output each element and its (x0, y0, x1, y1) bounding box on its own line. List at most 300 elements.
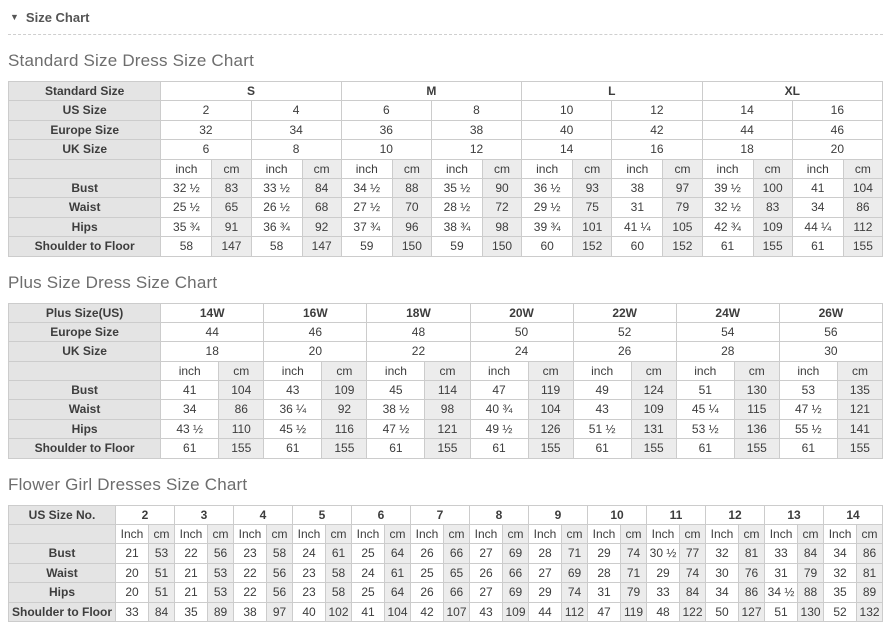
measure-inch-cell: 34 ½ (341, 178, 392, 197)
measure-inch-cell: 38 ½ (367, 400, 425, 419)
size-value-cell: 26 (573, 342, 676, 361)
measure-cm-cell: 83 (212, 178, 251, 197)
section-title: Flower Girl Dresses Size Chart (8, 474, 248, 494)
measure-cm-cell: 74 (562, 583, 588, 602)
measure-inch-cell: 61 (676, 439, 734, 458)
unit-inch-cell: inch (702, 159, 753, 178)
unit-inch-cell: Inch (529, 525, 562, 544)
size-group-cell: 24W (676, 303, 779, 322)
unit-cm-cell: cm (739, 525, 765, 544)
measure-cm-cell: 83 (753, 198, 792, 217)
unit-inch-cell: inch (792, 159, 843, 178)
unit-inch-cell: Inch (175, 525, 208, 544)
measure-cm-cell: 89 (857, 583, 883, 602)
unit-cm-cell: cm (663, 159, 702, 178)
size-group-cell: 7 (411, 505, 470, 524)
size-group-cell: 2 (116, 505, 175, 524)
unit-cm-cell: cm (322, 361, 367, 380)
size-value-cell: 28 (676, 342, 779, 361)
measurement-row (9, 381, 883, 400)
measure-cm-cell: 64 (385, 583, 411, 602)
measure-inch-cell: 26 (411, 583, 444, 602)
size-chart-sections (8, 51, 883, 622)
size-conversion-row (9, 101, 883, 120)
measure-inch-cell: 40 ¾ (470, 400, 528, 419)
measurement-row (9, 400, 883, 419)
measure-cm-cell: 53 (208, 563, 234, 582)
measure-cm-cell: 136 (734, 419, 779, 438)
measure-cm-cell: 127 (739, 602, 765, 621)
measure-cm-cell: 69 (562, 563, 588, 582)
measure-cm-cell: 104 (528, 400, 573, 419)
measure-inch-cell: 59 (341, 237, 392, 256)
measure-cm-cell: 70 (392, 198, 431, 217)
measure-inch-cell: 23 (293, 583, 326, 602)
measure-inch-cell: 21 (175, 563, 208, 582)
measure-inch-cell: 41 (352, 602, 385, 621)
row-label-cell: Waist (9, 198, 161, 217)
size-value-cell: 44 (702, 120, 792, 139)
unit-cm-cell: cm (219, 361, 264, 380)
measure-cm-cell: 155 (425, 439, 470, 458)
unit-cm-cell: cm (326, 525, 352, 544)
measure-cm-cell: 105 (663, 217, 702, 236)
size-value-cell: 14 (702, 101, 792, 120)
measure-inch-cell: 25 (352, 544, 385, 563)
size-conversion-row (9, 120, 883, 139)
measure-cm-cell: 66 (444, 544, 470, 563)
measure-cm-cell: 61 (385, 563, 411, 582)
measure-cm-cell: 115 (734, 400, 779, 419)
measure-cm-cell: 155 (219, 439, 264, 458)
unit-inch-cell: inch (522, 159, 573, 178)
measure-inch-cell: 45 ½ (264, 419, 322, 438)
measure-cm-cell: 53 (149, 544, 175, 563)
unit-header-row (9, 361, 883, 380)
unit-inch-cell: Inch (293, 525, 326, 544)
measure-inch-cell: 55 ½ (779, 419, 837, 438)
measure-cm-cell: 89 (208, 602, 234, 621)
measure-inch-cell: 35 (824, 583, 857, 602)
measure-inch-cell: 51 (676, 381, 734, 400)
row-label-cell: US Size (9, 101, 161, 120)
measure-inch-cell: 35 ½ (431, 178, 482, 197)
measure-cm-cell: 91 (212, 217, 251, 236)
unit-cm-cell: cm (573, 159, 612, 178)
measure-cm-cell: 79 (621, 583, 647, 602)
measure-cm-cell: 98 (425, 400, 470, 419)
measure-cm-cell: 86 (739, 583, 765, 602)
measure-inch-cell: 38 (612, 178, 663, 197)
size-group-cell: L (522, 82, 702, 101)
unit-inch-cell: inch (264, 361, 322, 380)
measure-cm-cell: 107 (444, 602, 470, 621)
size-conversion-row (9, 140, 883, 159)
measure-inch-cell: 48 (647, 602, 680, 621)
measure-cm-cell: 104 (385, 602, 411, 621)
measure-cm-cell: 79 (798, 563, 824, 582)
measure-cm-cell: 86 (219, 400, 264, 419)
measure-cm-cell: 97 (267, 602, 293, 621)
size-value-cell: 56 (779, 322, 882, 341)
unit-inch-cell: Inch (411, 525, 444, 544)
size-value-cell: 42 (612, 120, 702, 139)
measure-cm-cell: 74 (680, 563, 706, 582)
measure-cm-cell: 152 (663, 237, 702, 256)
measure-inch-cell: 27 (470, 583, 503, 602)
measure-inch-cell: 59 (431, 237, 482, 256)
unit-inch-cell: Inch (352, 525, 385, 544)
measure-inch-cell: 34 (824, 544, 857, 563)
measure-cm-cell: 150 (483, 237, 522, 256)
unit-header-row (9, 159, 883, 178)
size-group-header-row (9, 82, 883, 101)
size-value-cell: 22 (367, 342, 470, 361)
size-value-cell: 40 (522, 120, 612, 139)
unit-inch-cell: inch (779, 361, 837, 380)
size-group-cell: 16W (264, 303, 367, 322)
measure-cm-cell: 88 (798, 583, 824, 602)
measure-inch-cell: 43 (470, 602, 503, 621)
size-value-cell: 6 (341, 101, 431, 120)
measure-cm-cell: 121 (837, 400, 882, 419)
measure-cm-cell: 64 (385, 544, 411, 563)
measure-inch-cell: 32 (824, 563, 857, 582)
section-title: Standard Size Dress Size Chart (8, 51, 254, 70)
size-group-cell: 3 (175, 505, 234, 524)
unit-inch-cell: Inch (706, 525, 739, 544)
measure-inch-cell: 43 (264, 381, 322, 400)
measure-cm-cell: 51 (149, 563, 175, 582)
measure-inch-cell: 42 ¾ (702, 217, 753, 236)
measure-inch-cell: 21 (175, 583, 208, 602)
corner-label-cell: Plus Size(US) (9, 303, 161, 322)
measure-cm-cell: 97 (663, 178, 702, 197)
measure-cm-cell: 155 (734, 439, 779, 458)
unit-inch-cell: inch (470, 361, 528, 380)
measure-inch-cell: 51 ½ (573, 419, 631, 438)
size-value-cell: 32 (161, 120, 251, 139)
measure-inch-cell: 30 (706, 563, 739, 582)
measure-inch-cell: 61 (792, 237, 843, 256)
unit-cm-cell: cm (631, 361, 676, 380)
unit-cm-cell: cm (621, 525, 647, 544)
measurement-row (9, 544, 883, 563)
measure-cm-cell: 79 (663, 198, 702, 217)
measure-inch-cell: 32 ½ (702, 198, 753, 217)
measure-inch-cell: 26 (470, 563, 503, 582)
measure-inch-cell: 26 ½ (251, 198, 302, 217)
measure-cm-cell: 98 (483, 217, 522, 236)
measure-inch-cell: 24 (352, 563, 385, 582)
accordion-title: Size Chart (25, 10, 90, 25)
row-label-cell: Hips (9, 217, 161, 236)
row-label-cell: Bust (9, 381, 161, 400)
measure-inch-cell: 61 (161, 439, 219, 458)
row-label-cell: Shoulder to Floor (9, 237, 161, 256)
measure-inch-cell: 60 (522, 237, 573, 256)
measure-cm-cell: 155 (753, 237, 792, 256)
measure-inch-cell: 39 ½ (702, 178, 753, 197)
measure-cm-cell: 121 (425, 419, 470, 438)
measure-inch-cell: 34 (161, 400, 219, 419)
measure-cm-cell: 69 (503, 583, 529, 602)
measure-cm-cell: 155 (322, 439, 367, 458)
measure-cm-cell: 58 (326, 583, 352, 602)
size-group-cell: 14 (824, 505, 883, 524)
row-label-cell: Shoulder to Floor (9, 439, 161, 458)
row-label-cell: Europe Size (9, 322, 161, 341)
measure-inch-cell: 31 (765, 563, 798, 582)
size-value-cell: 46 (792, 120, 882, 139)
measure-inch-cell: 61 (264, 439, 322, 458)
measure-inch-cell: 36 ¾ (251, 217, 302, 236)
measure-cm-cell: 104 (219, 381, 264, 400)
flower-girl-table (8, 505, 883, 622)
measure-cm-cell: 126 (528, 419, 573, 438)
size-value-cell: 4 (251, 101, 341, 120)
unit-inch-cell: inch (573, 361, 631, 380)
size-conversion-row (9, 342, 883, 361)
unit-cm-cell: cm (503, 525, 529, 544)
size-value-cell: 10 (522, 101, 612, 120)
size-group-cell: 5 (293, 505, 352, 524)
measure-cm-cell: 77 (680, 544, 706, 563)
measure-inch-cell: 61 (779, 439, 837, 458)
measure-inch-cell: 29 (647, 563, 680, 582)
size-group-cell: S (161, 82, 341, 101)
measure-inch-cell: 34 (706, 583, 739, 602)
size-value-cell: 52 (573, 322, 676, 341)
measurement-row (9, 178, 883, 197)
measure-inch-cell: 40 (293, 602, 326, 621)
size-group-cell: 9 (529, 505, 588, 524)
measure-cm-cell: 65 (444, 563, 470, 582)
unit-cm-cell: cm (149, 525, 175, 544)
measure-inch-cell: 41 (792, 178, 843, 197)
row-label-cell: Hips (9, 419, 161, 438)
measure-cm-cell: 119 (528, 381, 573, 400)
measure-inch-cell: 29 (529, 583, 562, 602)
measure-cm-cell: 104 (843, 178, 882, 197)
measurement-row (9, 563, 883, 582)
unit-inch-cell: Inch (824, 525, 857, 544)
unit-inch-cell: Inch (647, 525, 680, 544)
unit-cm-cell: cm (753, 159, 792, 178)
measure-inch-cell: 44 ¼ (792, 217, 843, 236)
measure-inch-cell: 36 ½ (522, 178, 573, 197)
measure-inch-cell: 29 (588, 544, 621, 563)
measure-cm-cell: 112 (843, 217, 882, 236)
measure-cm-cell: 56 (267, 583, 293, 602)
size-value-cell: 20 (792, 140, 882, 159)
measure-cm-cell: 92 (322, 400, 367, 419)
measure-cm-cell: 155 (528, 439, 573, 458)
unit-cm-cell: cm (392, 159, 431, 178)
measure-inch-cell: 34 (792, 198, 843, 217)
corner-label-cell: US Size No. (9, 505, 116, 524)
measure-inch-cell: 35 (175, 602, 208, 621)
measure-inch-cell: 37 ¾ (341, 217, 392, 236)
measure-cm-cell: 71 (621, 563, 647, 582)
size-group-cell: 22W (573, 303, 676, 322)
measure-cm-cell: 147 (212, 237, 251, 256)
measure-inch-cell: 31 (612, 198, 663, 217)
measure-cm-cell: 122 (680, 602, 706, 621)
unit-inch-cell: Inch (470, 525, 503, 544)
measure-cm-cell: 74 (621, 544, 647, 563)
measure-inch-cell: 47 ½ (367, 419, 425, 438)
unit-cm-cell: cm (798, 525, 824, 544)
measure-cm-cell: 58 (267, 544, 293, 563)
unit-inch-cell: inch (341, 159, 392, 178)
size-group-cell: 13 (765, 505, 824, 524)
size-value-cell: 6 (161, 140, 251, 159)
measure-cm-cell: 150 (392, 237, 431, 256)
measure-cm-cell: 76 (739, 563, 765, 582)
row-label-cell: UK Size (9, 140, 161, 159)
size-group-cell: 10 (588, 505, 647, 524)
measure-cm-cell: 92 (302, 217, 341, 236)
measure-inch-cell: 22 (175, 544, 208, 563)
plus-size-table (8, 303, 883, 459)
measurement-row (9, 419, 883, 438)
row-label-cell: UK Size (9, 342, 161, 361)
size-value-cell: 8 (431, 101, 521, 120)
unit-cm-cell: cm (562, 525, 588, 544)
measure-inch-cell: 51 (765, 602, 798, 621)
size-value-cell: 18 (702, 140, 792, 159)
size-value-cell: 24 (470, 342, 573, 361)
unit-cm-cell: cm (212, 159, 251, 178)
unit-cm-cell: cm (444, 525, 470, 544)
unit-inch-cell: inch (676, 361, 734, 380)
measure-inch-cell: 43 (573, 400, 631, 419)
unit-inch-cell: inch (431, 159, 482, 178)
measure-inch-cell: 58 (251, 237, 302, 256)
measure-inch-cell: 25 ½ (161, 198, 212, 217)
measurement-row (9, 602, 883, 621)
measure-inch-cell: 28 (588, 563, 621, 582)
measure-cm-cell: 102 (326, 602, 352, 621)
size-value-cell: 12 (612, 101, 702, 120)
size-value-cell: 44 (161, 322, 264, 341)
size-value-cell: 18 (161, 342, 264, 361)
measure-inch-cell: 61 (573, 439, 631, 458)
measure-cm-cell: 86 (857, 544, 883, 563)
measure-inch-cell: 20 (116, 563, 149, 582)
size-group-cell: 11 (647, 505, 706, 524)
measure-inch-cell: 24 (293, 544, 326, 563)
size-value-cell: 46 (264, 322, 367, 341)
unit-cm-cell: cm (208, 525, 234, 544)
measure-cm-cell: 90 (483, 178, 522, 197)
measure-inch-cell: 61 (470, 439, 528, 458)
measure-inch-cell: 34 ½ (765, 583, 798, 602)
measure-cm-cell: 84 (798, 544, 824, 563)
measure-cm-cell: 61 (326, 544, 352, 563)
measure-inch-cell: 41 (161, 381, 219, 400)
size-value-cell: 38 (431, 120, 521, 139)
size-value-cell: 20 (264, 342, 367, 361)
unit-cm-cell: cm (483, 159, 522, 178)
measure-cm-cell: 51 (149, 583, 175, 602)
measure-cm-cell: 130 (798, 602, 824, 621)
measure-cm-cell: 132 (857, 602, 883, 621)
measure-inch-cell: 32 (706, 544, 739, 563)
size-value-cell: 30 (779, 342, 882, 361)
measure-cm-cell: 58 (326, 563, 352, 582)
measure-cm-cell: 116 (322, 419, 367, 438)
measure-inch-cell: 21 (116, 544, 149, 563)
measure-inch-cell: 23 (234, 544, 267, 563)
measure-inch-cell: 43 ½ (161, 419, 219, 438)
size-group-header-row (9, 505, 883, 524)
size-value-cell: 8 (251, 140, 341, 159)
measure-cm-cell: 109 (322, 381, 367, 400)
measure-inch-cell: 27 (470, 544, 503, 563)
size-group-cell: 4 (234, 505, 293, 524)
measure-cm-cell: 109 (631, 400, 676, 419)
measure-inch-cell: 27 ½ (341, 198, 392, 217)
measure-inch-cell: 49 ½ (470, 419, 528, 438)
measure-inch-cell: 22 (234, 563, 267, 582)
size-conversion-row (9, 322, 883, 341)
measure-inch-cell: 44 (529, 602, 562, 621)
row-label-cell: Hips (9, 583, 116, 602)
unit-cm-cell: cm (267, 525, 293, 544)
measurement-row (9, 237, 883, 256)
measure-inch-cell: 61 (702, 237, 753, 256)
unit-inch-cell: Inch (116, 525, 149, 544)
measure-inch-cell: 58 (161, 237, 212, 256)
size-value-cell: 48 (367, 322, 470, 341)
standard-size-table (8, 81, 883, 257)
unit-cm-cell: cm (302, 159, 341, 178)
measure-inch-cell: 20 (116, 583, 149, 602)
measure-inch-cell: 33 ½ (251, 178, 302, 197)
measure-cm-cell: 100 (753, 178, 792, 197)
size-group-cell: 12 (706, 505, 765, 524)
size-group-cell: 18W (367, 303, 470, 322)
measure-inch-cell: 31 (588, 583, 621, 602)
measure-cm-cell: 88 (392, 178, 431, 197)
measure-inch-cell: 47 ½ (779, 400, 837, 419)
measure-cm-cell: 147 (302, 237, 341, 256)
measure-cm-cell: 155 (843, 237, 882, 256)
measure-cm-cell: 81 (857, 563, 883, 582)
size-value-cell: 10 (341, 140, 431, 159)
size-group-cell: 20W (470, 303, 573, 322)
measure-cm-cell: 65 (212, 198, 251, 217)
corner-label-cell: Standard Size (9, 82, 161, 101)
unit-inch-cell: Inch (234, 525, 267, 544)
size-value-cell: 16 (612, 140, 702, 159)
measure-inch-cell: 33 (765, 544, 798, 563)
size-chart-accordion-toggle[interactable] (8, 8, 883, 25)
measure-inch-cell: 27 (529, 563, 562, 582)
measure-cm-cell: 53 (208, 583, 234, 602)
measure-inch-cell: 45 ¼ (676, 400, 734, 419)
unit-inch-cell: Inch (765, 525, 798, 544)
unit-inch-cell: inch (367, 361, 425, 380)
measure-inch-cell: 25 (411, 563, 444, 582)
unit-inch-cell: inch (161, 159, 212, 178)
measure-cm-cell: 71 (562, 544, 588, 563)
measure-cm-cell: 81 (739, 544, 765, 563)
measure-inch-cell: 22 (234, 583, 267, 602)
measure-cm-cell: 93 (573, 178, 612, 197)
